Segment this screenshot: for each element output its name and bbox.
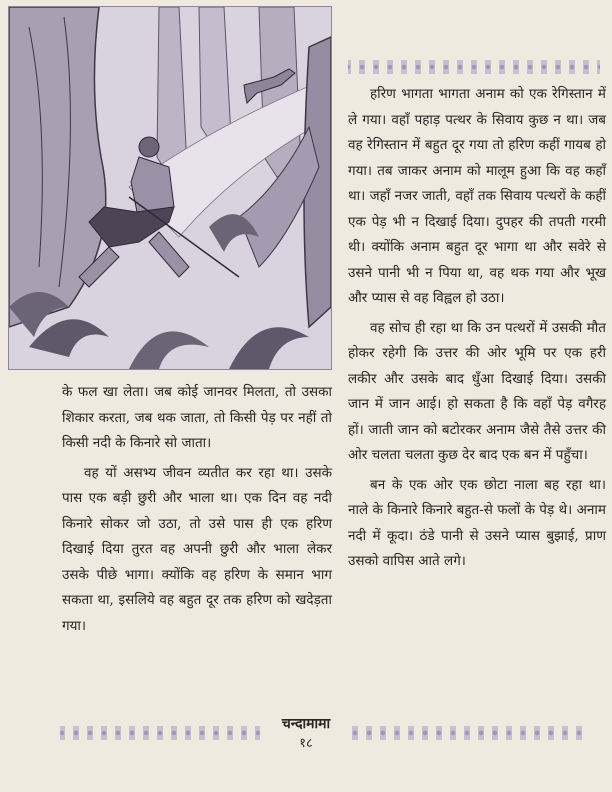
forest-scene-image bbox=[9, 7, 331, 369]
page-footer bbox=[0, 714, 612, 754]
left-text-column bbox=[62, 380, 332, 643]
paragraph: बन के एक ओर एक छोटा नाला बह रहा था। नाले के किनारे किनारे बहुत-से फलों के पेड़ थे। अनाम नदी में कूदा। ठंडे पानी से उसने प्यास बुझाई, प्राण उसको वापिस आते लगे। bbox=[348, 476, 606, 569]
paragraph: वह यों असभ्य जीवन व्यतीत कर रहा था। उसके पास एक बड़ी छुरी और भाला था। एक दिन वह नदी किनारे सोकर जो उठा, तो उसे पास ही एक हरिण दिखाई दिया तुरत वह अपनी छुरी और भाला लेकर उसके पीछे भागा। क्योंकि वह हरिण के समान भाग सकता था, इसलिये वह बहुत दूर तक हरिण को खदेड़ता गया। bbox=[62, 464, 332, 634]
magazine-title: चन्दामामा bbox=[281, 716, 331, 732]
right-text-column bbox=[348, 82, 606, 579]
story-illustration bbox=[8, 6, 332, 370]
decorative-border-top bbox=[348, 60, 600, 74]
paragraph: हरिण भागता भागता अनाम को एक रेगिस्तान में ले गया। वहाँ पहाड़ पत्थर के सिवाय कुछ न था। जब वह रेगिस्तान में बहुत दूर गया तो हरिण कहीं गायब हो गया। तब जाकर अनाम को मालूम हुआ कि वह कहाँ था। जहाँ नजर जाती, वहाँ तक सिवाय पत्थरों के कहीं एक पेड़ भी न दिखाई दिया। दुपहर की तपती गरमी थी। क्योंकि अनाम बहुत दूर भागा था और सवेरे से उसने पानी भी न पिया था, वह थक गया और भूख और प्यास से वह विह्वल हो उठा। bbox=[348, 86, 606, 306]
page-number: १८ bbox=[299, 736, 313, 751]
paragraph: वह सोच ही रहा था कि उन पत्थरों में उसकी मौत होकर रहेगी कि उत्तर की ओर भूमि पर एक हरी लकीर और उसके बाद धुँआ दिखाई दिया। उसकी जान में जान आई। हो सकता है कि वहाँ पेड़ वगैरह हों। जाती जान को बटोरकर अनाम जैसे तैसे उत्तर की ओर चलता चलता कुछ देर बाद एक बन में पहुँचा। bbox=[348, 319, 606, 463]
paragraph: के फल खा लेता। जब कोई जानवर मिलता, तो उसका शिकार करता, जब थक जाता, तो किसी पेड़ पर नहीं तो किसी नदी के किनारे सो जाता। bbox=[62, 384, 332, 451]
